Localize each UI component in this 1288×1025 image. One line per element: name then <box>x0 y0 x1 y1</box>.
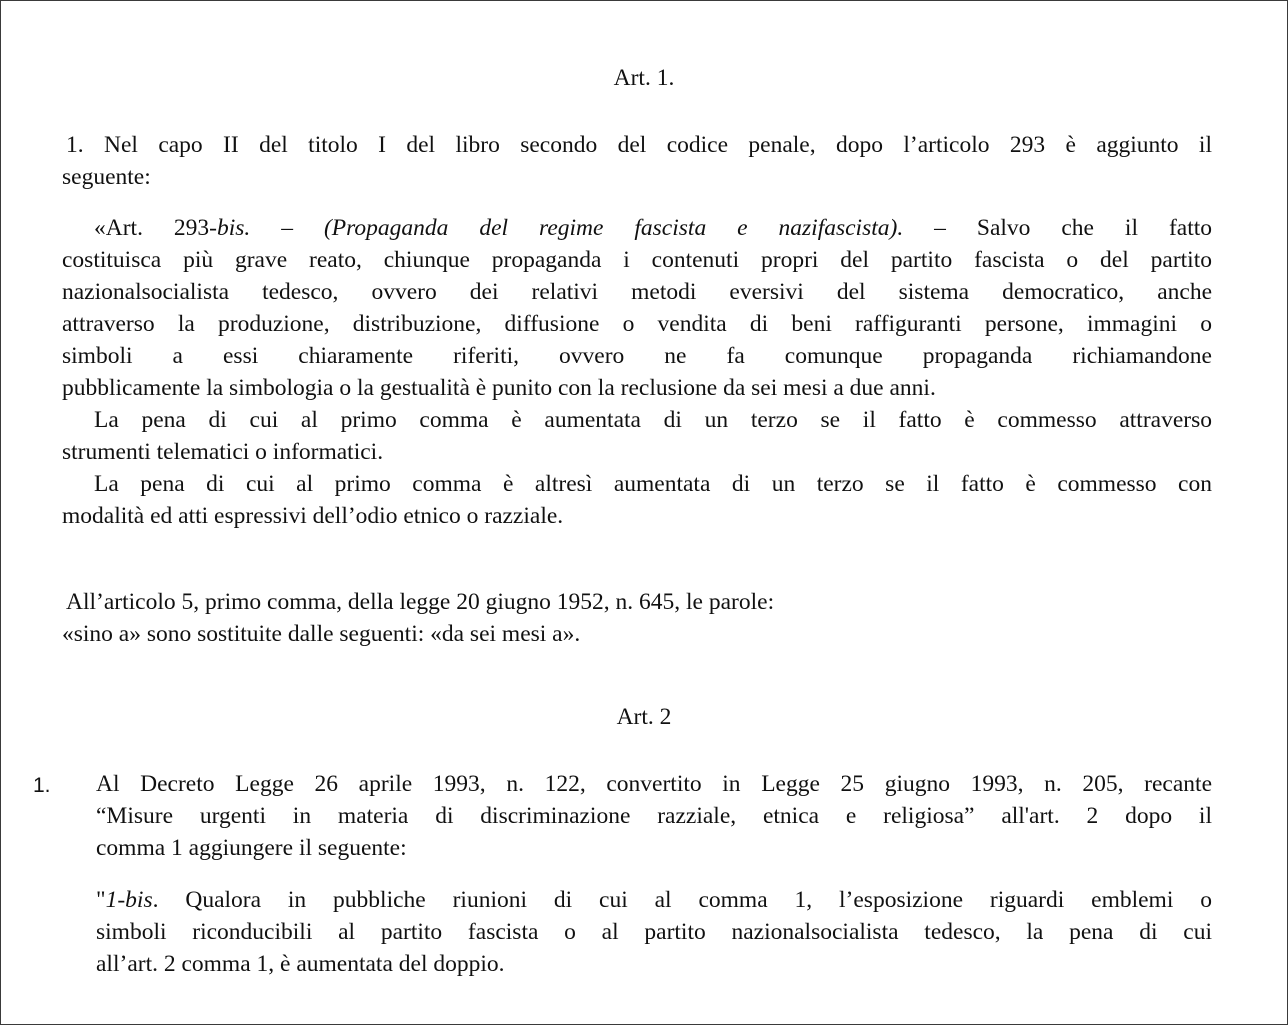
quote-prefix: «Art. 293- <box>94 215 217 241</box>
text-line: La pena di cui al primo comma è aumentata di un terzo se il fatto è commesso attraverso <box>94 407 1212 433</box>
article-1-paragraph-2 <box>62 586 1212 650</box>
text-line <box>96 884 1212 916</box>
article-1-paragraph-1 <box>62 129 1212 193</box>
list-item-number: 1. <box>33 774 51 797</box>
text-line: strumenti telematici o informatici. <box>62 439 384 465</box>
dash: – <box>250 215 324 241</box>
article-1-bis-quote <box>96 884 1212 980</box>
text-line: nazionalsocialista tedesco, ovvero dei relativi metodi eversivi del sistema democratico, anche <box>62 279 1212 305</box>
text-line: “Misure urgenti in materia di discriminazione razziale, etnica e religiosa” all'art. 2 dopo il <box>96 803 1212 829</box>
bis-marker: 1-bis <box>105 887 153 913</box>
text-line: all’art. 2 comma 1, è aumentata del doppio. <box>96 951 505 977</box>
text-line: La pena di cui al primo comma è altresì aumentata di un terzo se il fatto è commesso con <box>94 471 1212 497</box>
text-line <box>62 212 1212 244</box>
text-line: costituisca più grave reato, chiunque propaganda i contenuti propri del partito fascista o del partito <box>62 247 1212 273</box>
article-rubric: (Propaganda del regime fascista e nazifascista). <box>323 215 904 241</box>
text-line: simboli riconducibili al partito fascista o al partito nazionalsocialista tedesco, la pena di cui <box>96 919 1212 945</box>
text-line: 1. Nel capo II del titolo I del libro secondo del codice penale, dopo l’articolo 293 è aggiunto il <box>66 132 1212 158</box>
article-2-heading: Art. 2 <box>616 704 672 730</box>
article-2-item-1 <box>96 768 1212 864</box>
text-line: comma 1 aggiungere il seguente: <box>96 835 407 861</box>
quote-text: . Qualora in pubbliche riunioni di cui al comma 1, l’esposizione riguardi emblemi o <box>152 887 1212 913</box>
text-line: attraverso la produzione, distribuzione, diffusione o vendita di beni raffiguranti persone, immagini o <box>62 311 1212 337</box>
text-line: seguente: <box>62 164 151 190</box>
article-293-bis-quote <box>62 212 1212 532</box>
text-line: All’articolo 5, primo comma, della legge 20 giugno 1952, n. 645, le parole: <box>66 589 775 615</box>
text-line: modalità ed atti espressivi dell’odio etnico o razziale. <box>62 503 564 529</box>
text-line: Al Decreto Legge 26 aprile 1993, n. 122, convertito in Legge 25 giugno 1993, n. 205, recante <box>96 771 1212 797</box>
quote-open: " <box>96 887 106 913</box>
article-1-heading: Art. 1. <box>613 65 675 91</box>
bis-marker: bis. <box>216 215 251 241</box>
text-line: pubblicamente la simbologia o la gestualità è punito con la reclusione da sei mesi a due anni. <box>62 375 936 401</box>
text-line: simboli a essi chiaramente riferiti, ovvero ne fa comunque propaganda richiamandone <box>62 343 1212 369</box>
text-line: «sino a» sono sostituite dalle seguenti: «da sei mesi a». <box>62 621 581 647</box>
quote-text: – Salvo che il fatto <box>903 215 1213 241</box>
